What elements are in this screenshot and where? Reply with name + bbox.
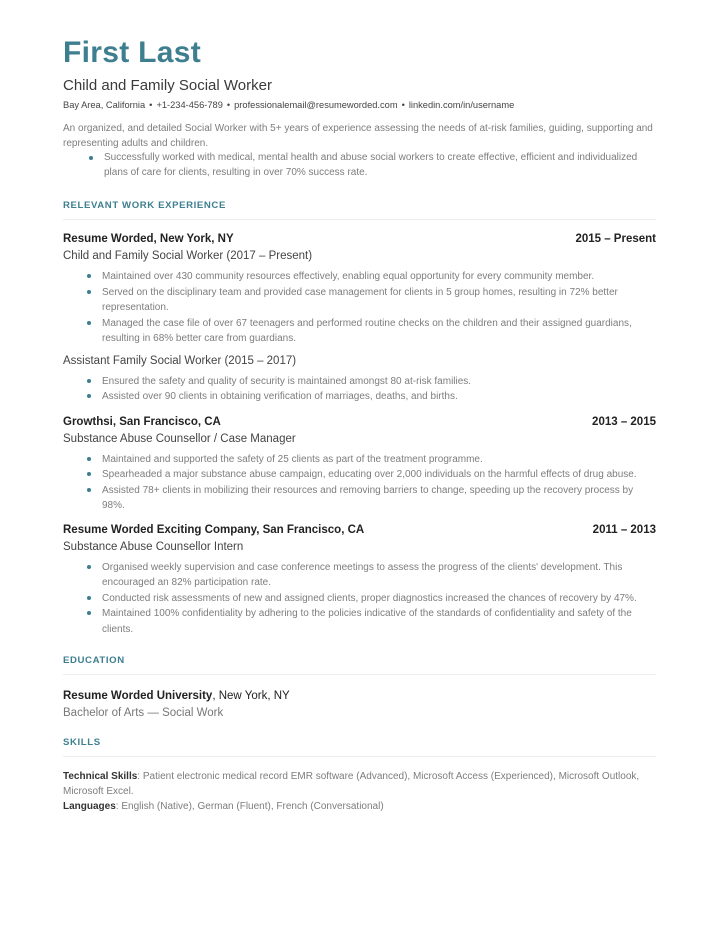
job-bullet: Ensured the safety and quality of security is maintained amongst 80 at-risk families. <box>102 374 656 390</box>
job-bullet: Served on the disciplinary team and provided case management for clients in 5 group homes, resulting in 72% better representation. <box>102 285 656 316</box>
job-bullet: Managed the case file of over 67 teenagers and performed routine checks on the children and their assigned guardians, resulting in 68% better care from guardians. <box>102 316 656 347</box>
section-heading-experience: RELEVANT WORK EXPERIENCE <box>63 200 656 220</box>
education-school-line <box>63 689 656 704</box>
education-location: , New York, NY <box>212 690 290 702</box>
contact-email[interactable]: professionalemail@resumeworded.com <box>234 100 398 110</box>
job-entry <box>63 232 656 405</box>
job-bullets <box>63 269 656 347</box>
job-entry <box>63 523 656 638</box>
education-entry <box>63 689 656 721</box>
job-title: Child and Family Social Worker <box>63 77 272 94</box>
skills-technical-label: Technical Skills <box>63 771 138 782</box>
skills-technical <box>63 769 656 799</box>
job-header <box>63 415 656 430</box>
summary-bullets <box>63 151 656 180</box>
job-dates: 2011 – 2013 <box>592 523 656 536</box>
skills-languages-list: : English (Native), German (Fluent), French (Conversational) <box>115 801 384 812</box>
job-bullets <box>63 560 656 638</box>
contact-line <box>63 99 656 111</box>
job-bullet: Assisted over 90 clients in obtaining verification of marriages, deaths, and births. <box>102 389 656 405</box>
education-degree: Bachelor of Arts — Social Work <box>63 707 224 719</box>
job-header <box>63 523 656 538</box>
job-dates: 2015 – Present <box>575 233 656 245</box>
job-bullet: Maintained and supported the safety of 25 clients as part of the treatment programme. <box>102 452 656 468</box>
job-company: Resume Worded Exciting Company, San Francisco, CA <box>63 523 365 536</box>
job-bullets <box>63 452 656 514</box>
job-bullet: Assisted 78+ clients in mobilizing their resources and removing barriers to change, speeding up the recovery process by 98%. <box>102 483 656 514</box>
job-bullet: Spearheaded a major substance abuse campaign, educating over 2,000 individuals on the harmful effects of drug abuse. <box>102 467 656 483</box>
contact-phone: +1-234-456-789 <box>156 100 223 110</box>
skills-languages-label: Languages <box>63 801 116 812</box>
education-school: Resume Worded University <box>63 690 213 702</box>
job-entry <box>63 415 656 514</box>
job-role: Assistant Family Social Worker (2015 – 2017) <box>63 354 297 367</box>
section-heading-skills: SKILLS <box>63 737 656 757</box>
job-bullet: Organised weekly supervision and case conference meetings to assess the progress of the clients' development. This encouraged an 82% participation rate. <box>102 560 656 591</box>
candidate-name: First Last <box>63 36 202 69</box>
job-bullet: Maintained over 430 community resources effectively, enabling equal opportunity for every community member. <box>102 269 656 285</box>
job-company: Resume Worded, New York, NY <box>63 233 234 245</box>
job-bullet: Conducted risk assessments of new and assigned clients, proper diagnostics increased the chances of recovery by 47%. <box>102 591 656 607</box>
contact-linkedin[interactable]: linkedin.com/in/username <box>408 100 515 110</box>
summary-text: An organized, and detailed Social Worker with 5+ years of experience assessing the needs of at-risk families, guiding, supporting and representing adults and children. <box>63 123 653 149</box>
skills-languages <box>63 799 656 814</box>
contact-separator: • <box>401 100 405 110</box>
job-bullets <box>63 374 656 405</box>
summary-bullet: Successfully worked with medical, mental health and abuse social workers to create effective, efficient and individualized plans of care for clients, resulting in over 70% success rate. <box>104 151 656 180</box>
section-heading-education: EDUCATION <box>63 655 656 675</box>
job-dates: 2013 – 2015 <box>592 415 656 428</box>
job-role: Substance Abuse Counsellor Intern <box>63 540 244 553</box>
job-company: Growthsi, San Francisco, CA <box>63 415 221 428</box>
contact-separator: • <box>149 100 153 110</box>
contact-location: Bay Area, California <box>63 100 146 110</box>
job-role: Substance Abuse Counsellor / Case Manager <box>63 432 296 445</box>
contact-separator: • <box>226 100 231 110</box>
job-role: Child and Family Social Worker (2017 – Present) <box>63 250 313 262</box>
job-header <box>63 232 656 247</box>
skills-technical-list: : Patient electronic medical record EMR software (Advanced), Microsoft Access (Experienced), Microsoft Outlook, Microsoft Excel. <box>63 771 640 797</box>
job-bullet: Maintained 100% confidentiality by adhering to the policies indicative of the standards of confidentiality and safety of the clients. <box>102 606 656 637</box>
